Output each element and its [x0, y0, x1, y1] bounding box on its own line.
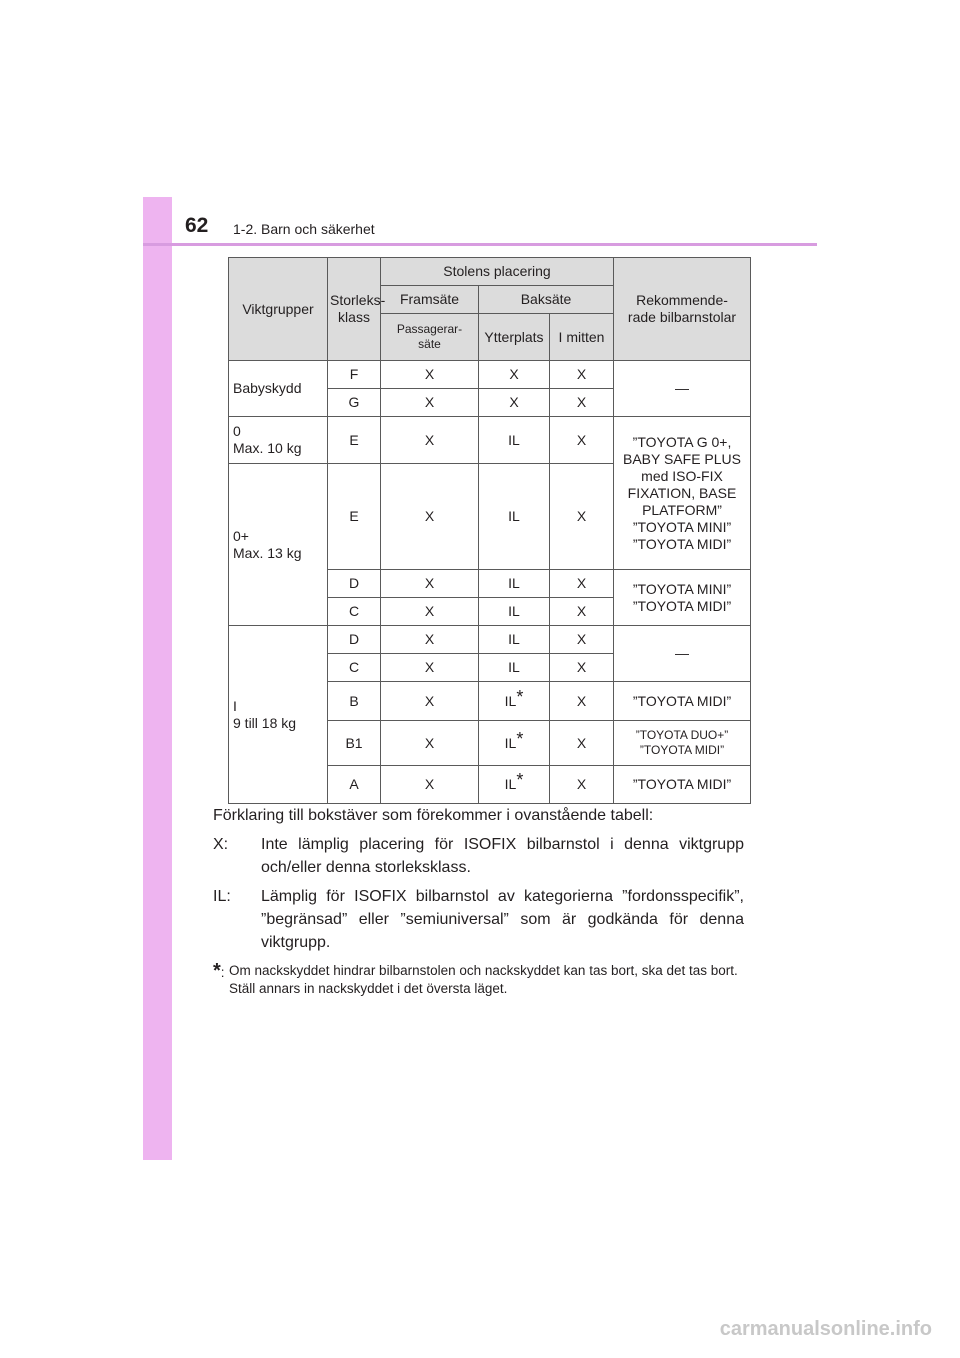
header-size-class: Storleks- klass	[328, 258, 381, 361]
legend-il-text: Lämplig för ISOFIX bilbarnstol av kategorierna ”fordonsspecifik”, ”begränsad” eller ”semiuniversal” som är godkända för denna viktgrupp.	[261, 888, 744, 951]
outboard-cell: IL	[479, 417, 550, 464]
size-class-cell: C	[328, 654, 381, 682]
size-class-cell: C	[328, 598, 381, 626]
recommended-cell: ”TOYOTA MIDI”	[614, 682, 751, 721]
legend-x-text: Inte lämplig placering för ISOFIX bilbarnstol i denna viktgrupp och/eller denna storleksklass.	[261, 836, 744, 876]
recommended-cell: ”TOYOTA DUO+” ”TOYOTA MIDI”	[614, 721, 751, 766]
outboard-cell: IL	[479, 654, 550, 682]
header-passenger-seat: Passagerar- säte	[381, 314, 479, 361]
front-seat-cell: X	[381, 389, 479, 417]
size-class-cell: B1	[328, 721, 381, 766]
size-class-cell: D	[328, 626, 381, 654]
header-rear-seat: Baksäte	[479, 286, 614, 314]
front-seat-cell: X	[381, 598, 479, 626]
front-seat-cell: X	[381, 570, 479, 598]
recommended-cell: ”TOYOTA G 0+, BABY SAFE PLUS med ISO-FIX FIXATION, BASE PLATFORM” ”TOYOTA MINI” ”TOYOTA MIDI”	[614, 417, 751, 570]
front-seat-cell: X	[381, 766, 479, 804]
center-cell: X	[550, 361, 614, 389]
outboard-cell: X	[479, 361, 550, 389]
recommended-cell: —	[614, 626, 751, 682]
front-seat-cell: X	[381, 361, 479, 389]
center-cell: X	[550, 721, 614, 766]
outboard-cell: IL	[479, 626, 550, 654]
legend-x-key: X:	[213, 836, 229, 853]
size-class-cell: E	[328, 417, 381, 464]
watermark: carmanualsonline.info	[719, 1318, 932, 1340]
table-legend	[213, 804, 744, 998]
footnote-text-2: Ställ annars in nackskyddet i det översta läget.	[229, 981, 508, 996]
front-seat-cell: X	[381, 682, 479, 721]
footnote-text-1: Om nackskyddet hindrar bilbarnstolen och nackskyddet kan tas bort, ska det tas bort.	[229, 963, 738, 978]
center-cell: X	[550, 626, 614, 654]
outboard-cell: IL	[479, 464, 550, 570]
legend-x	[213, 833, 744, 879]
header-recommended: Rekommende- rade bilbarnstolar	[614, 258, 751, 361]
front-seat-cell: X	[381, 654, 479, 682]
center-cell: X	[550, 598, 614, 626]
outboard-cell: IL*	[479, 682, 550, 721]
recommended-cell: —	[614, 361, 751, 417]
legend-il	[213, 885, 744, 954]
size-class-cell: D	[328, 570, 381, 598]
center-cell: X	[550, 464, 614, 570]
front-seat-cell: X	[381, 721, 479, 766]
group-0-plus: 0+ Max. 13 kg	[229, 464, 328, 626]
center-cell: X	[550, 417, 614, 464]
outboard-cell: IL*	[479, 766, 550, 804]
center-cell: X	[550, 570, 614, 598]
chapter-side-tab	[143, 197, 172, 1160]
header-outboard: Ytterplats	[479, 314, 550, 361]
legend-intro: Förklaring till bokstäver som förekommer i ovanstående tabell:	[213, 807, 654, 824]
header-weight-group: Viktgrupper	[229, 258, 328, 361]
recommended-cell: ”TOYOTA MIDI”	[614, 766, 751, 804]
footnote-star: *	[516, 686, 524, 707]
front-seat-cell: X	[381, 464, 479, 570]
center-cell: X	[550, 682, 614, 721]
center-cell: X	[550, 766, 614, 804]
size-class-cell: G	[328, 389, 381, 417]
front-seat-cell: X	[381, 626, 479, 654]
section-title: 1-2. Barn och säkerhet	[233, 221, 375, 237]
footnote: *: Om nackskyddet hindrar bilbarnstolen och nackskyddet kan tas bort, ska det tas bort. Ställ annars in nackskyddet i det översta läget.	[213, 960, 738, 996]
size-class-cell: F	[328, 361, 381, 389]
outboard-cell: X	[479, 389, 550, 417]
center-cell: X	[550, 389, 614, 417]
group-I: I 9 till 18 kg	[229, 626, 328, 804]
center-cell: X	[550, 654, 614, 682]
group-0: 0 Max. 10 kg	[229, 417, 328, 464]
recommended-cell: ”TOYOTA MINI” ”TOYOTA MIDI”	[614, 570, 751, 626]
outboard-cell: IL*	[479, 721, 550, 766]
header-front-seat: Framsäte	[381, 286, 479, 314]
footnote-star: *	[516, 728, 524, 749]
header-rule	[143, 243, 817, 246]
outboard-cell: IL	[479, 570, 550, 598]
page-number: 62	[185, 214, 209, 237]
size-class-cell: E	[328, 464, 381, 570]
footnote-star: *	[516, 770, 524, 791]
legend-il-key: IL:	[213, 888, 231, 905]
footnote-mark: *	[213, 960, 221, 982]
group-babyskydd: Babyskydd	[229, 361, 328, 417]
header-seat-position: Stolens placering	[381, 258, 614, 286]
front-seat-cell: X	[381, 417, 479, 464]
size-class-cell: B	[328, 682, 381, 721]
outboard-cell: IL	[479, 598, 550, 626]
isofix-seat-table	[228, 257, 751, 804]
size-class-cell: A	[328, 766, 381, 804]
header-center: I mitten	[550, 314, 614, 361]
